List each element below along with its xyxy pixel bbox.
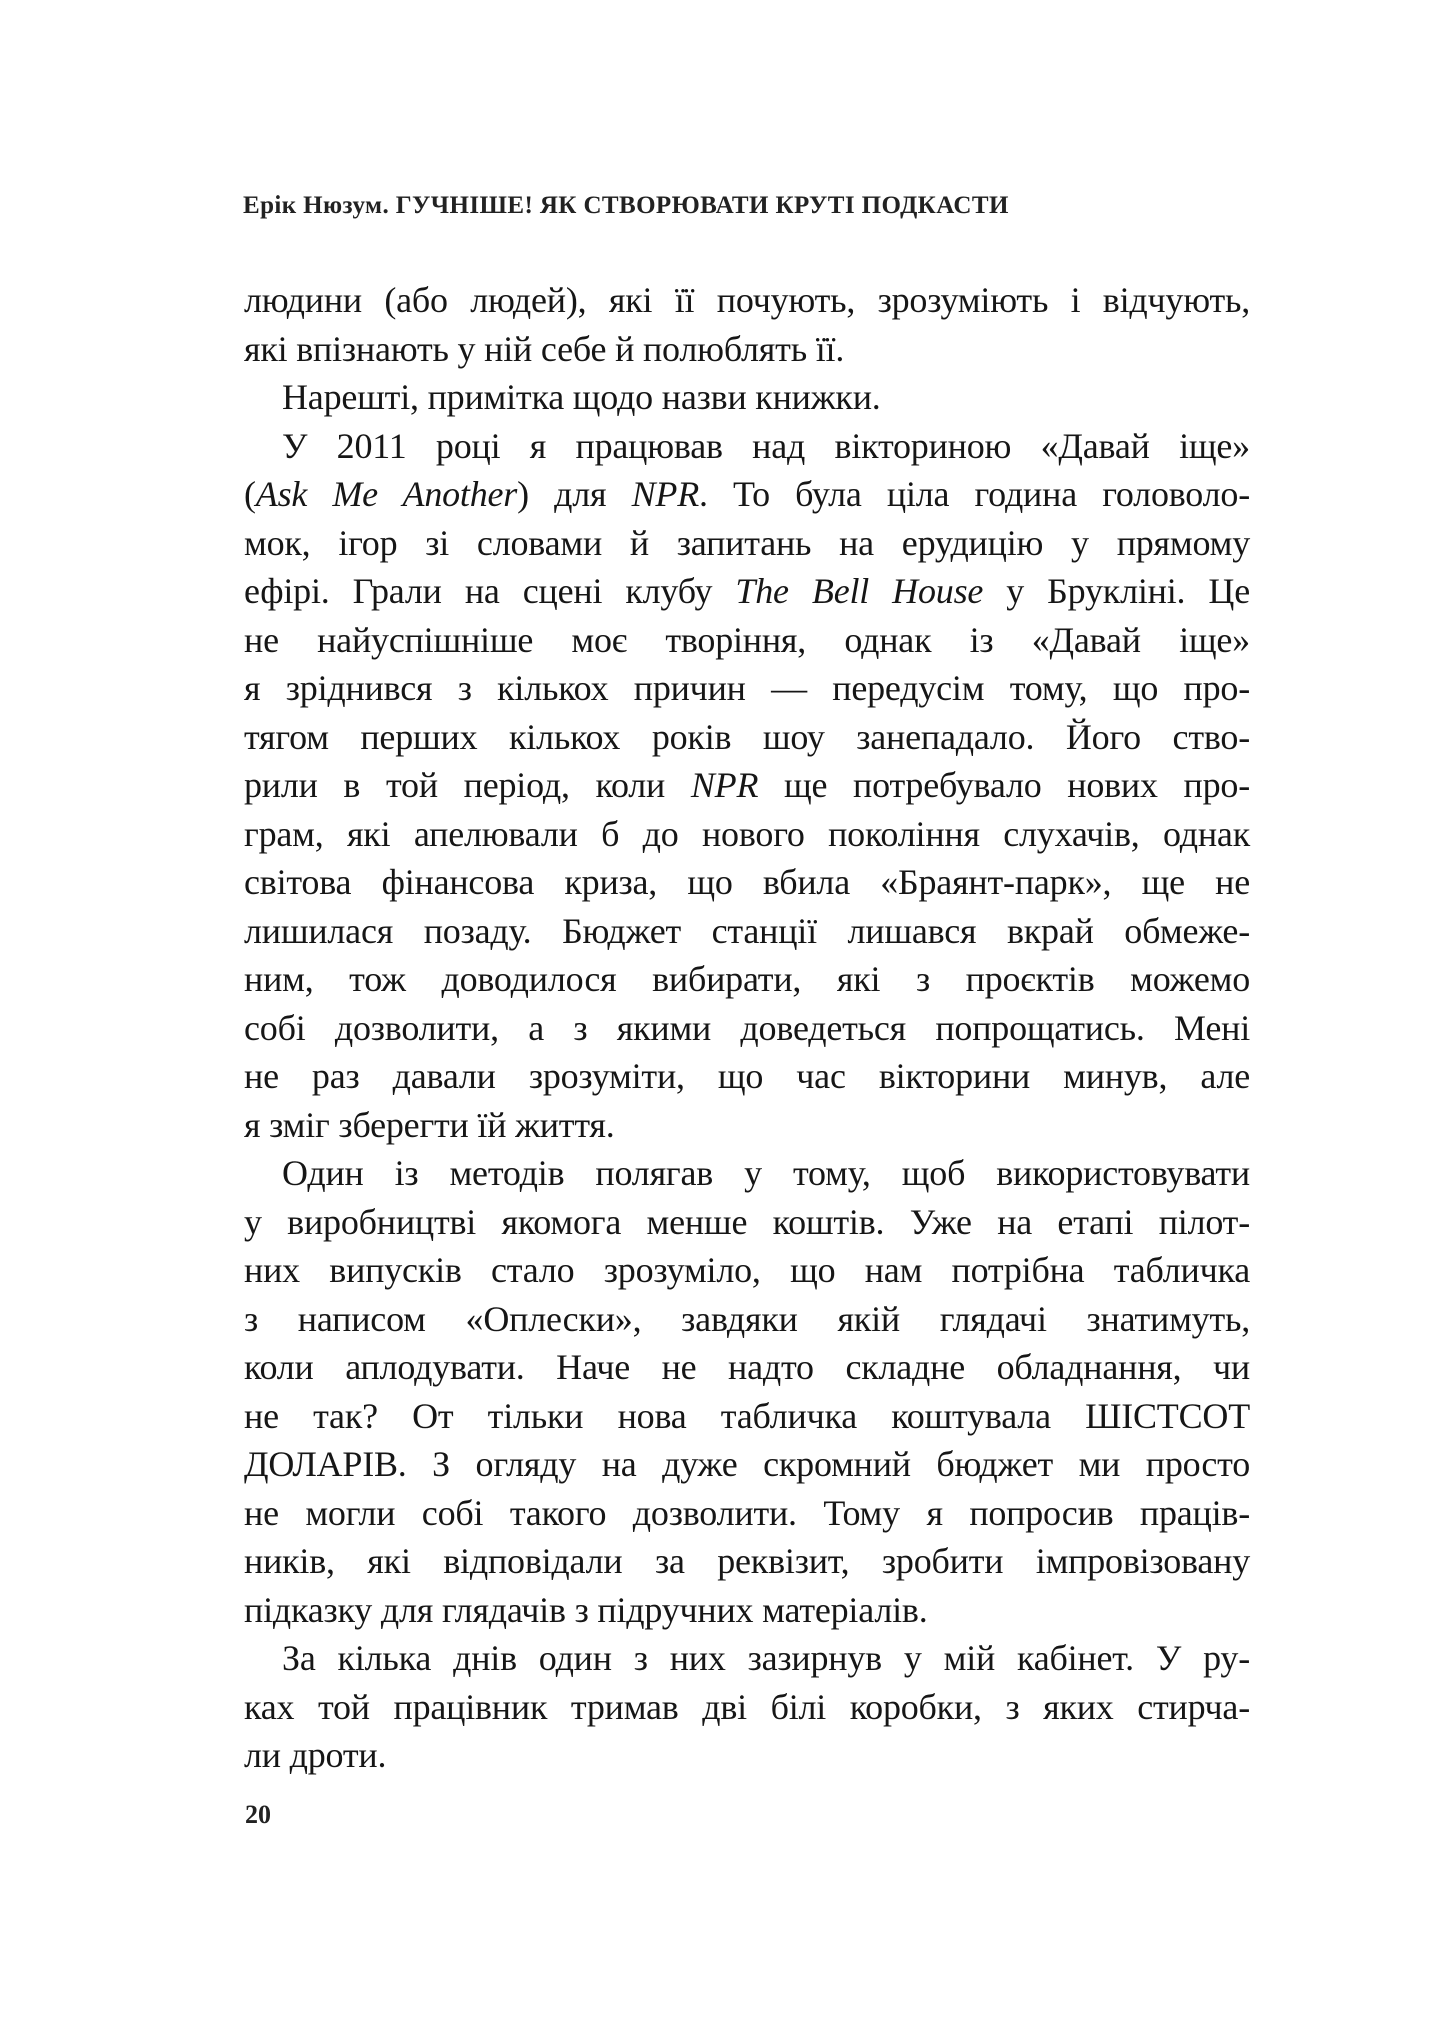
text-line — [244, 276, 1250, 325]
text-segment: ) для — [517, 474, 632, 514]
text-line — [244, 1246, 1250, 1295]
text-segment: лишилася позаду. Бюджет станції лишався вкрай обмеже- — [244, 910, 1250, 951]
running-header: Ерік Нюзум. ГУЧНІШЕ! ЯК СТВОРЮВАТИ КРУТІ ПОДКАСТИ — [243, 192, 1009, 219]
text-segment: коли аплодувати. Наче не надто складне обладнання, чи — [244, 1347, 1250, 1387]
text-segment: підказку для глядачів з підручних матеріалів. — [244, 1589, 928, 1630]
text-segment: які впізнають у ній себе й полюблять її. — [244, 328, 845, 369]
text-segment: з написом «Оплески», завдяки якій глядачі знатимуть, — [244, 1298, 1250, 1339]
text-segment: них випусків стало зрозуміло, що нам потрібна табличка — [244, 1250, 1250, 1290]
text-segment: не так? От тільки нова табличка коштувала ШІСТСОТ — [244, 1395, 1250, 1436]
text-segment: ли дроти. — [244, 1735, 387, 1775]
text-line — [244, 955, 1250, 1004]
text-line — [244, 664, 1250, 713]
page-number: 20 — [245, 1800, 271, 1829]
text-segment: тягом перших кількох років шоу занепадало. Його ство- — [244, 716, 1250, 757]
text-line — [244, 1149, 1250, 1198]
text-segment: ним, тож доводилося вибирати, які з проєктів можемо — [244, 959, 1250, 999]
text-line — [244, 1731, 1250, 1780]
text-segment: У 2011 році я працював над вікториною «Давай іще» — [282, 425, 1250, 466]
text-line — [244, 1586, 1250, 1635]
text-line — [244, 810, 1250, 859]
text-line — [244, 1392, 1250, 1441]
italic-text-segment: NPR — [690, 765, 759, 805]
text-line — [244, 1052, 1250, 1101]
text-line — [244, 470, 1250, 519]
text-line — [244, 1004, 1250, 1053]
page-body — [244, 276, 1250, 1780]
text-segment: у Брукліні. Це — [983, 571, 1250, 611]
text-line — [244, 1343, 1250, 1392]
text-line — [244, 373, 1250, 422]
text-line — [244, 858, 1250, 907]
text-line — [244, 1489, 1250, 1538]
text-segment: За кілька днів один з них зазирнув у мій кабінет. У ру- — [282, 1638, 1250, 1678]
italic-text-segment: NPR — [631, 474, 700, 514]
text-line — [244, 1683, 1250, 1732]
text-segment: людини (або людей), які її почують, зрозуміють і відчують, — [244, 280, 1250, 320]
text-segment: я зріднився з кількох причин — передусім тому, що про- — [244, 668, 1250, 708]
text-segment: не могли собі такого дозволити. Тому я попросив праців- — [244, 1492, 1250, 1533]
text-segment: Один із методів полягав у тому, щоб використовувати — [282, 1153, 1250, 1193]
text-line — [244, 1101, 1250, 1150]
text-segment: ще потребувало нових про- — [758, 765, 1250, 805]
italic-text-segment: Ask Me Another — [255, 474, 518, 514]
text-segment: грам, які апелювали б до нового покоління слухачів, однак — [244, 813, 1250, 854]
text-line — [244, 422, 1250, 471]
text-segment: не раз давали зрозуміти, що час вікторини минув, але — [244, 1056, 1250, 1096]
text-segment: . То була ціла година головоло- — [699, 474, 1250, 514]
text-line — [244, 325, 1250, 374]
text-line — [244, 1198, 1250, 1247]
text-segment: я зміг зберегти їй життя. — [244, 1104, 615, 1145]
text-segment: у виробництві якомога менше коштів. Уже на етапі пілот- — [244, 1201, 1250, 1242]
text-segment: світова фінансова криза, що вбила «Браянт-парк», ще не — [244, 862, 1250, 902]
text-segment: ках той працівник тримав дві білі коробки, з яких стирча- — [244, 1686, 1250, 1727]
italic-text-segment: The Bell House — [735, 571, 984, 611]
text-segment: рили в той період, коли — [244, 765, 691, 805]
text-line — [244, 1537, 1250, 1586]
text-segment: ників, які відповідали за реквізит, зробити імпровізовану — [244, 1541, 1250, 1581]
text-line — [244, 1634, 1250, 1683]
text-segment: ефірі. Грали на сцені клубу — [244, 571, 736, 611]
text-line — [244, 1295, 1250, 1344]
text-segment: собі дозволити, а з якими доведеться попрощатись. Мені — [244, 1007, 1250, 1048]
text-segment: мок, ігор зі словами й запитань на ерудицію у прямому — [244, 522, 1250, 563]
text-line — [244, 907, 1250, 956]
text-segment: Нарешті, примітка щодо назви книжки. — [282, 377, 881, 417]
text-segment: не найуспішніше моє творіння, однак із «Давай іще» — [244, 619, 1250, 660]
text-line — [244, 567, 1250, 616]
text-line — [244, 519, 1250, 568]
text-line — [244, 761, 1250, 810]
text-segment: ДОЛАРІВ. З огляду на дуже скромний бюджет ми просто — [244, 1444, 1250, 1484]
text-segment: ( — [244, 474, 256, 514]
text-line — [244, 1440, 1250, 1489]
text-line — [244, 713, 1250, 762]
text-line — [244, 616, 1250, 665]
